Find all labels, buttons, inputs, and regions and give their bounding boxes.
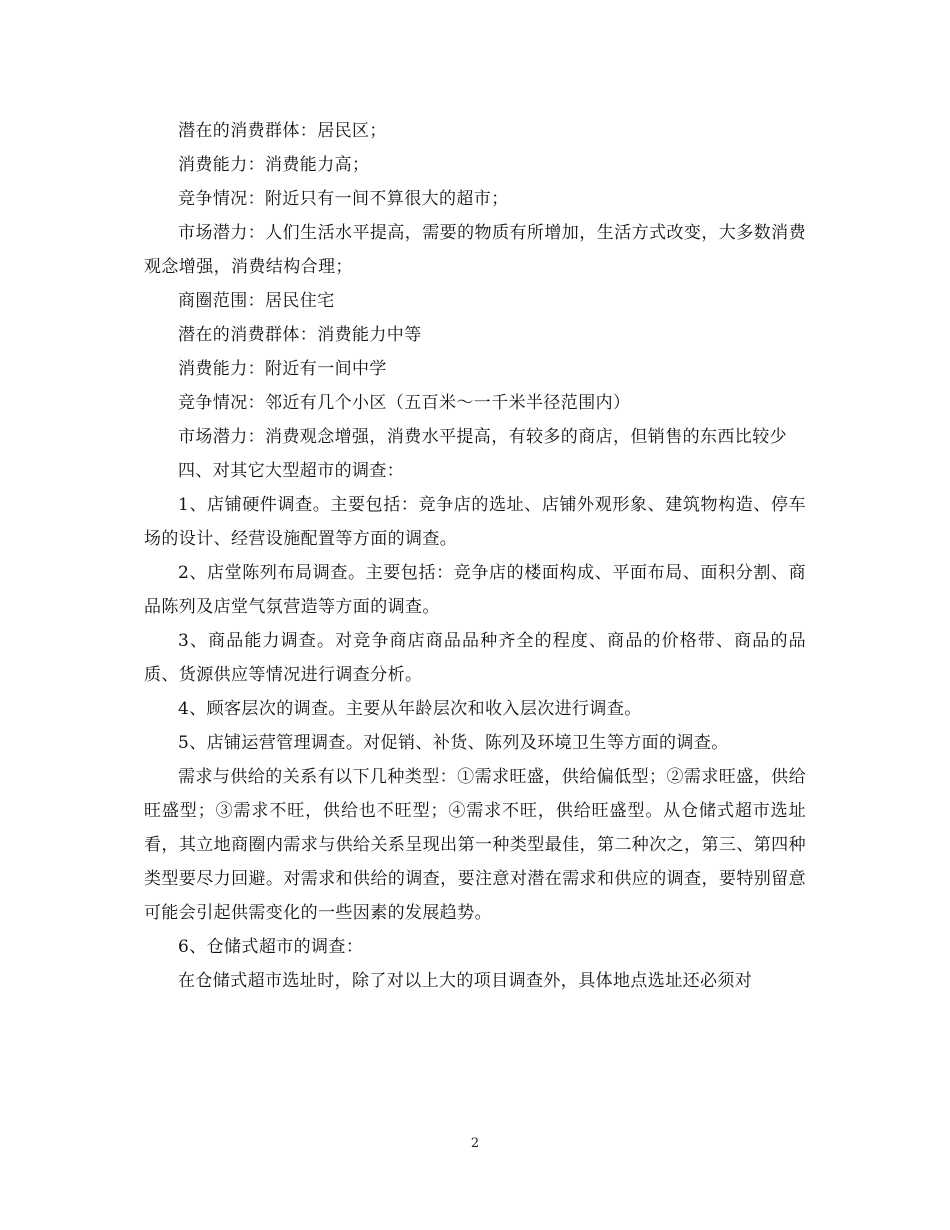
paragraph-item-6-warehouse: 6、仓储式超市的调查： [178,937,364,957]
page-number: 2 [470,1136,480,1151]
paragraph-item-2-layout: 2、店堂陈列布局调查。主要包括：竞争店的楼面构成、平面布局、面积分割、商品陈列及店堂气氛营造等方面的调查。 [144,563,806,617]
paragraph-item-4-customers: 4、顾客层次的调查。主要从年龄层次和收入层次进行调查。 [178,699,642,719]
paragraph-site-selection: 在仓储式超市选址时，除了对以上大的项目调查外，具体地点选址还必须对 [178,971,753,991]
section-heading-other-supermarkets: 四、对其它大型超市的调查： [178,461,405,481]
paragraph-competition-1: 竞争情况：附近只有一间不算很大的超市； [178,189,509,209]
paragraph-supply-demand: 需求与供给的关系有以下几种类型：①需求旺盛，供给偏低型；②需求旺盛，供给旺盛型；③需求不旺，供给也不旺型；④需求不旺，供给旺盛型。从仓储式超市选址看，其立地商圈内需求与供给关系呈现出第一种类型最佳，第二种次之，第三、第四种类型要尽力回避。对需求和供给的调查，要注意对潜在需求和供应的调查，要特别留意可能会引起供需变化的一些因素的发展趋势。 [144,767,806,923]
paragraph-competition-2: 竞争情况：邻近有几个小区（五百米～一千米半径范围内） [178,393,631,413]
paragraph-potential-consumers-2: 潜在的消费群体：消费能力中等 [178,325,422,345]
paragraph-item-5-operations: 5、店铺运营管理调查。对促销、补货、陈列及环境卫生等方面的调查。 [178,733,729,753]
paragraph-market-potential-2: 市场潜力：消费观念增强，消费水平提高，有较多的商店，但销售的东西比较少 [178,427,787,447]
document-body [144,114,806,998]
paragraph-item-1-hardware: 1、店铺硬件调查。主要包括：竞争店的选址、店铺外观形象、建筑物构造、停车场的设计、经营设施配置等方面的调查。 [144,495,806,549]
paragraph-market-potential-1: 市场潜力：人们生活水平提高，需要的物质有所增加，生活方式改变，大多数消费观念增强，消费结构合理； [144,223,806,277]
paragraph-potential-consumers-1: 潜在的消费群体：居民区； [178,121,387,141]
paragraph-consumption-capacity-2: 消费能力：附近有一间中学 [178,359,387,379]
paragraph-consumption-capacity-1: 消费能力：消费能力高； [178,155,370,175]
paragraph-trade-area: 商圈范围：居民住宅 [178,291,335,311]
paragraph-item-3-merchandise: 3、商品能力调查。对竞争商店商品品种齐全的程度、商品的价格带、商品的品质、货源供应等情况进行调查分析。 [144,631,806,685]
